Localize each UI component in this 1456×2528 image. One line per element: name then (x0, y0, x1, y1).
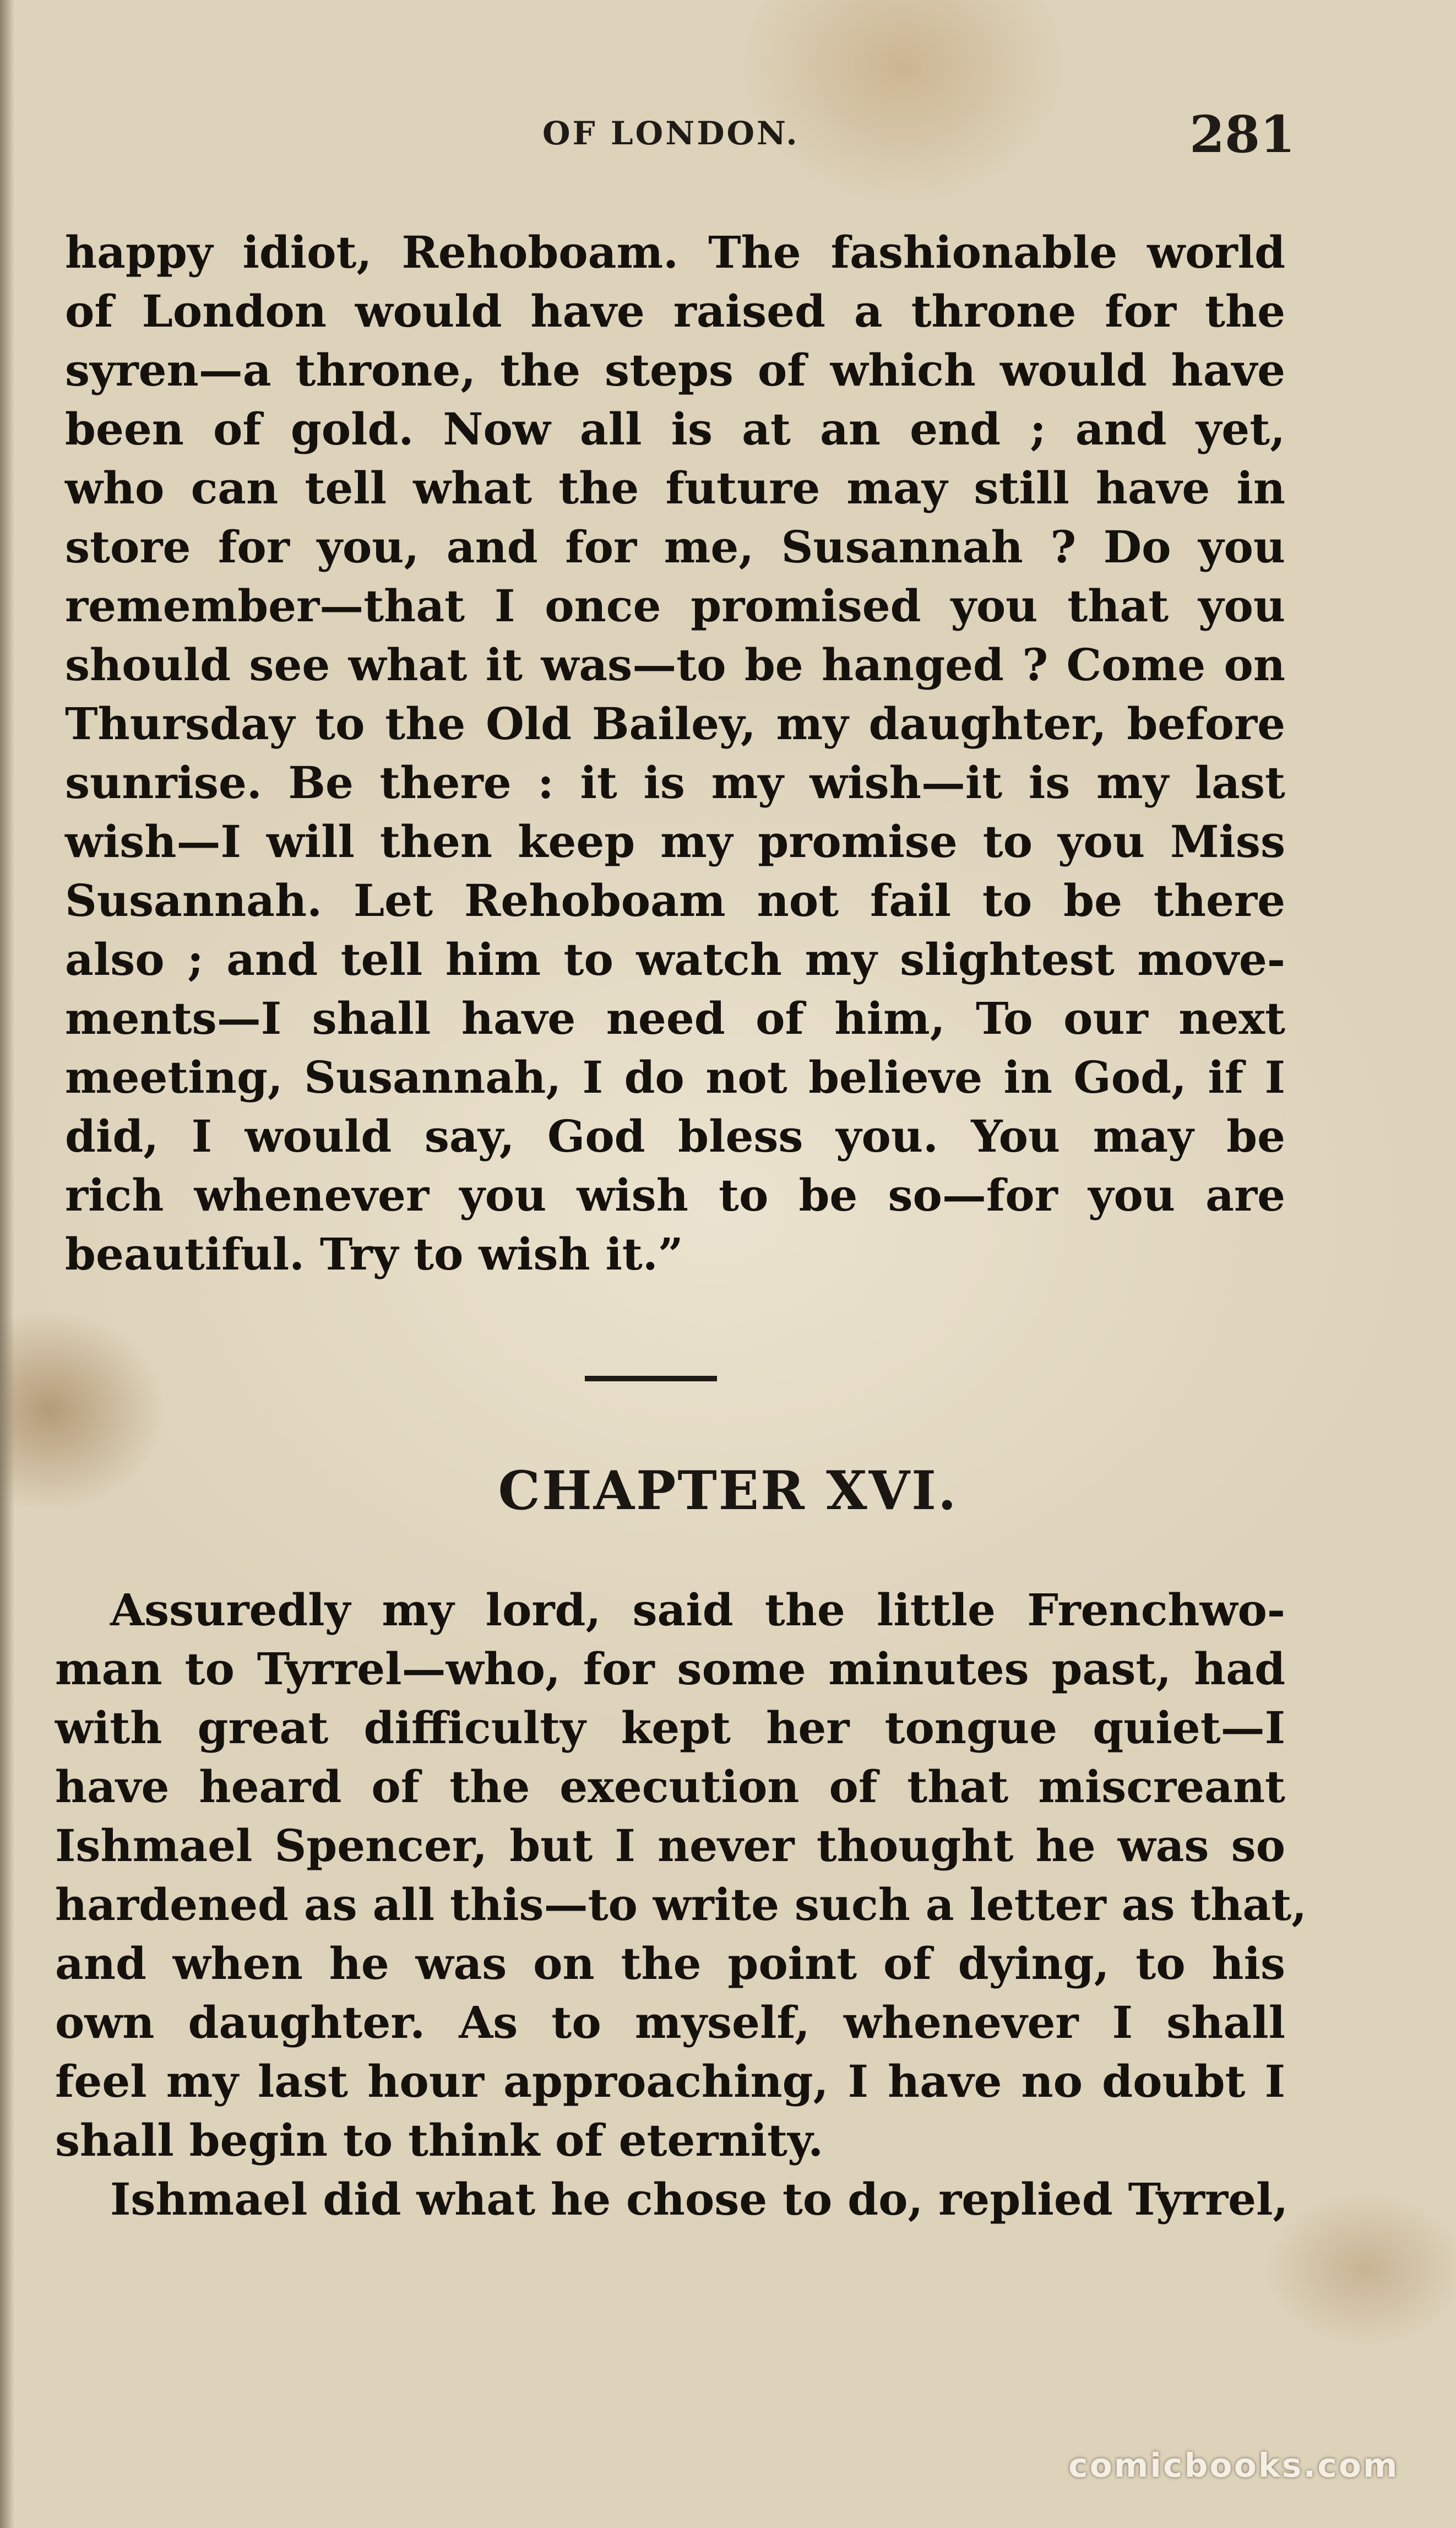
text-line: remember—that I once promised you that you (65, 580, 1285, 632)
text-line: ments—I shall have need of him, To our next (65, 992, 1285, 1044)
text-line: Susannah. Let Rehoboam not fail to be there (65, 875, 1285, 926)
text-line: wish—I will then keep my promise to you Miss (65, 816, 1285, 867)
text-line: Thursday to the Old Bailey, my daughter, before (65, 698, 1285, 750)
text-line: who can tell what the future may still have in (65, 462, 1285, 514)
text-line: have heard of the execution of that miscreant (55, 1761, 1285, 1813)
text-line: own daughter. As to myself, whenever I shall (55, 1997, 1285, 2048)
text-line: rich whenever you wish to be so—for you are (65, 1169, 1285, 1221)
chapter-heading: CHAPTER XVI. (498, 1460, 958, 1522)
text-line: and when he was on the point of dying, to his (55, 1938, 1285, 1989)
text-line: Assuredly my lord, said the little Frenchwo- (110, 1584, 1285, 1636)
text-line: syren—a throne, the steps of which would have (65, 344, 1285, 396)
text-line: of London would have raised a throne for the (65, 285, 1285, 337)
text-line: did, I would say, God bless you. You may be (65, 1110, 1285, 1162)
text-line: Ishmael Spencer, but I never thought he was so (55, 1820, 1285, 1871)
section-divider (585, 1376, 717, 1381)
page-edge-shadow (0, 0, 14, 2528)
text-line: shall begin to think of eternity. (55, 2114, 824, 2166)
chapter-text-block (55, 1581, 1307, 2229)
text-line: meeting, Susannah, I do not believe in God, if I (65, 1051, 1285, 1103)
text-line: feel my last hour approaching, I have no doubt I (55, 2055, 1285, 2107)
text-line: beautiful. Try to wish it.” (65, 1228, 683, 1280)
text-line: Ishmael did what he chose to do, replied Tyrrel, (110, 2173, 1289, 2225)
text-line: also ; and tell him to watch my slightest move- (65, 934, 1285, 985)
text-line: happy idiot, Rehoboam. The fashionable world (65, 226, 1285, 278)
running-head (0, 105, 1456, 164)
text-line: hardened as all this—to write such a letter as that, (55, 1879, 1307, 1930)
running-head-title: OF LONDON. (542, 115, 800, 152)
text-line: been of gold. Now all is at an end ; and yet, (65, 403, 1285, 455)
text-line: should see what it was—to be hanged ? Come on (65, 639, 1285, 691)
text-line: man to Tyrrel—who, for some minutes past, had (55, 1643, 1285, 1695)
page-number: 281 (1189, 105, 1296, 164)
text-line: store for you, and for me, Susannah ? Do you (65, 521, 1285, 573)
site-watermark: comicbooks.com (1068, 2446, 1399, 2485)
text-line: sunrise. Be there : it is my wish—it is my last (65, 757, 1285, 809)
letter-text-block (65, 223, 1285, 1284)
text-line: with great difficulty kept her tongue quiet—I (55, 1702, 1285, 1754)
